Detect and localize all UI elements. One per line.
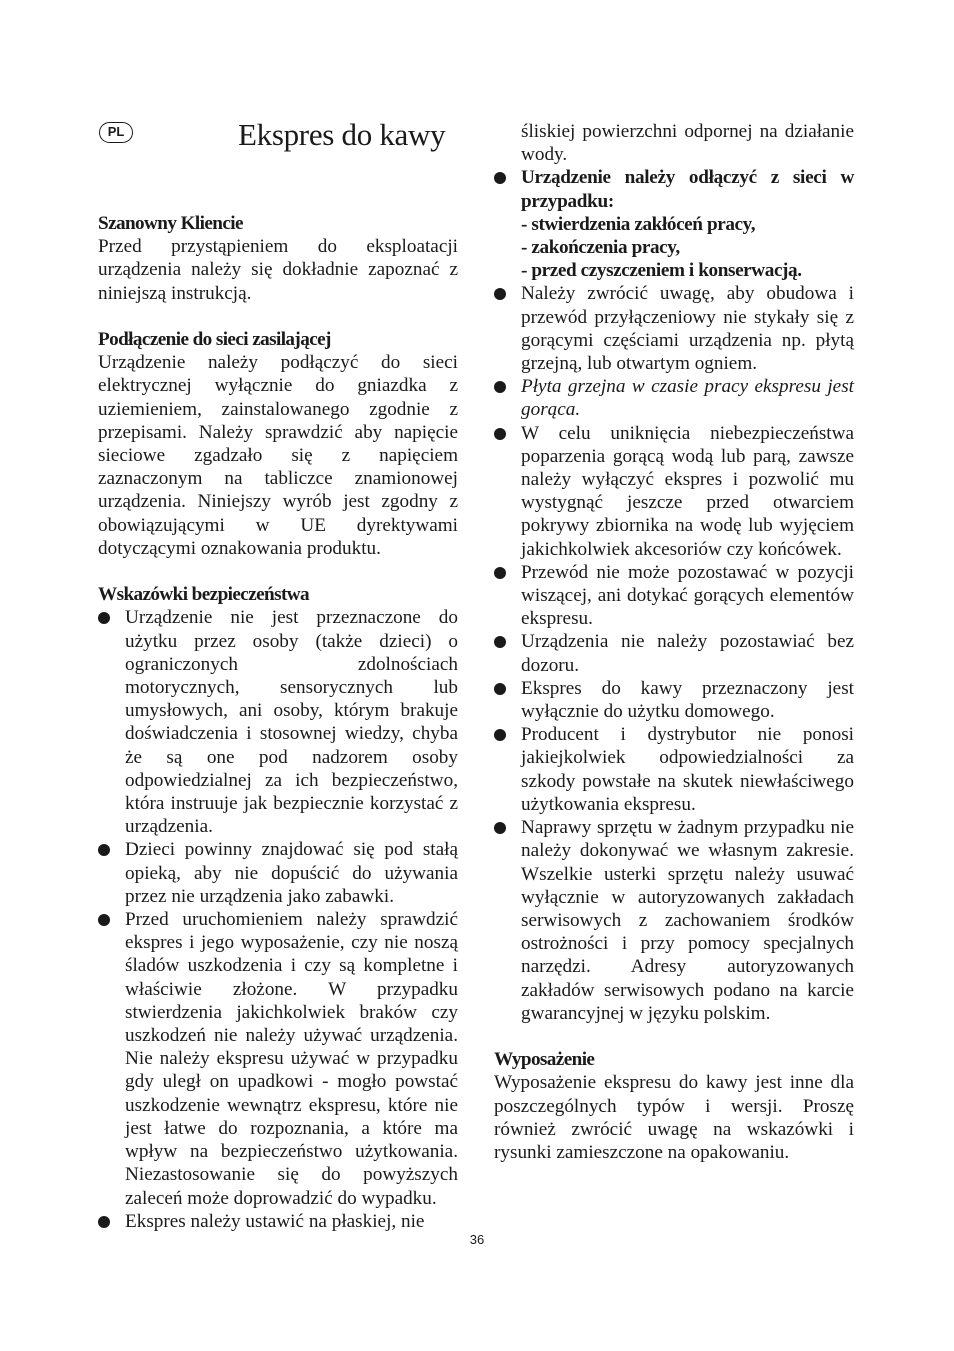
greeting-heading: Szanowny Kliencie <box>98 213 243 234</box>
power-paragraph: Urządzenie należy podłączyć do sieci elektrycznej wyłącznie do gniazdka z uziemieniem, zainstalowanego zgodnie z przepisami. Należy sprawdzić aby napięcie sieciowe zgadzało się z napięciem zaznaczonym na tabliczce znamionowej urządzenia. Niniejszy wyrób jest zgodny z obowiązującymi w UE dyrektywami dotyczącymi oznakowania produktu. <box>98 352 458 559</box>
list-item <box>98 606 458 838</box>
equipment-heading: Wyposażenie <box>494 1049 595 1071</box>
right-column <box>494 120 854 1164</box>
unplug-sublist <box>521 213 854 283</box>
list-item-text: Naprawy sprzętu w żadnym przypadku nie należy dokonywać we własnym zakresie. Wszelkie usterki sprzętu należy usuwać wyłącznie w autoryzowanych zakładach serwisowych z zachowaniem środków ostrożności i przy pomocy specjalnych narzędzi. Adresy autoryzowanych zakładów serwisowych podano na karcie gwarancyjnej w języku polskim. <box>521 817 854 1024</box>
bullet-icon <box>494 729 506 741</box>
bullet-icon <box>494 822 506 834</box>
list-item <box>98 838 458 908</box>
safety-heading: Wskazówki bezpieczeństwa <box>98 584 310 606</box>
list-item-text: Płyta grzejna w czasie pracy ekspresu jest gorąca. <box>521 376 854 421</box>
bullet-icon <box>98 1216 110 1228</box>
bullet-icon <box>98 612 110 624</box>
bullet-icon <box>494 172 506 184</box>
bullet-icon <box>494 567 506 579</box>
page-number: 36 <box>469 1232 485 1247</box>
list-item-text: Przewód nie może pozostawać w pozycji wiszącej, ani dotykać gorących elementów ekspresu. <box>521 561 854 630</box>
page-title: Ekspres do kawy <box>238 117 446 152</box>
equipment-paragraph: Wyposażenie ekspresu do kawy jest inne dla poszczególnych typów i wersji. Proszę również zwrócić uwagę na wskazówki i rysunki zamieszczone na opakowaniu. <box>494 1072 854 1163</box>
list-item <box>494 816 854 1025</box>
bullet-icon <box>494 288 506 300</box>
list-item <box>494 166 854 282</box>
safety-list <box>98 606 458 1232</box>
bullet-icon <box>494 381 506 393</box>
list-item <box>98 1210 458 1233</box>
bullet-icon <box>98 914 110 926</box>
left-column <box>98 212 458 1233</box>
list-item-text: Urządzenie nie jest przeznaczone do użytku przez osoby (także dzieci) o ograniczonych zdolnościach motorycznych, sensorycznych lub umysłowych, ani osoby, którym brakuje doświadczenia i stosownej wiedzy, chyba że są one pod nadzorem osoby odpowiedzialnej za ich bezpieczeństwo, która instruuje jak bezpiecznie korzystać z urządzenia. <box>125 607 458 838</box>
unplug-subitem: - zakończenia pracy, <box>521 237 680 259</box>
bullet-icon <box>98 844 110 856</box>
greeting-paragraph: Przed przystąpieniem do eksploatacji urządzenia należy się dokładnie zapoznać z niniejszą instrukcją. <box>98 236 458 304</box>
list-item <box>494 561 854 631</box>
list-item <box>494 282 854 375</box>
unplug-subitem: - stwierdzenia zakłóceń pracy, <box>521 213 756 235</box>
list-item <box>494 723 854 816</box>
list-item <box>494 630 854 676</box>
list-item-text: Ekspres należy ustawić na płaskiej, nie <box>125 1210 425 1232</box>
power-heading: Podłączenie do sieci zasilającej <box>98 329 331 350</box>
list-item-text: W celu uniknięcia niebezpieczeństwa poparzenia gorącą wodą lub parą, zawsze należy wyłączyć ekspres i pozwolić mu wystygnąć jeszcze przed otwarciem pokrywy zbiornika na wodę lub wyjęciem jakichkolwiek akcesoriów czy końcówek. <box>521 422 854 560</box>
list-item-text: Producent i dystrybutor nie ponosi jakiejkolwiek odpowiedzialności za szkody powstałe na skutek niewłaściwego użytkowania ekspresu. <box>521 724 854 815</box>
list-item <box>494 375 854 421</box>
safety-list-continued <box>494 166 854 1025</box>
list-item <box>494 677 854 723</box>
bullet-icon <box>494 683 506 695</box>
list-item-text: Przed uruchomieniem należy sprawdzić ekspres i jego wyposażenie, czy nie noszą śladów uszkodzenia i czy są kompletne i właściwie złożone. W przypadku stwierdzenia jakichkolwiek braków czy uszkodzeń nie należy używać urządzenia. Nie należy ekspresu używać w przypadku gdy uległ on upadkowi - mogło powstać uszkodzenie wewnątrz ekspresu, które nie jest łatwe do rozpoznania, a które ma wpływ na bezpieczeństwo użytkowania. Niezastosowanie się do powyższych zaleceń może doprowadzić do wypadku. <box>125 909 458 1209</box>
continuation-text: śliskiej powierzchni odpornej na działanie wody. <box>521 121 854 166</box>
list-item <box>494 422 854 561</box>
language-badge: PL <box>99 122 133 143</box>
unplug-lead: Urządzenie należy odłączyć z sieci w przypadku: <box>521 167 854 212</box>
list-item-text: Ekspres do kawy przeznaczony jest wyłącznie do użytku domowego. <box>521 677 854 723</box>
list-item-text: Dzieci powinny znajdować się pod stałą opieką, aby nie dopuścić do używania przez nie urządzenia jako zabawki. <box>125 839 458 907</box>
bullet-icon <box>494 636 506 648</box>
list-item <box>98 908 458 1210</box>
bullet-icon <box>494 428 506 440</box>
list-item-text: Należy zwrócić uwagę, aby obudowa i przewód przyłączeniowy nie stykały się z gorącymi częściami urządzenia np. płytą grzejną, lub otwartym ogniem. <box>521 283 854 375</box>
list-item-text: Urządzenia nie należy pozostawiać bez dozoru. <box>521 631 854 676</box>
unplug-subitem: - przed czyszczeniem i konserwacją. <box>521 260 802 282</box>
